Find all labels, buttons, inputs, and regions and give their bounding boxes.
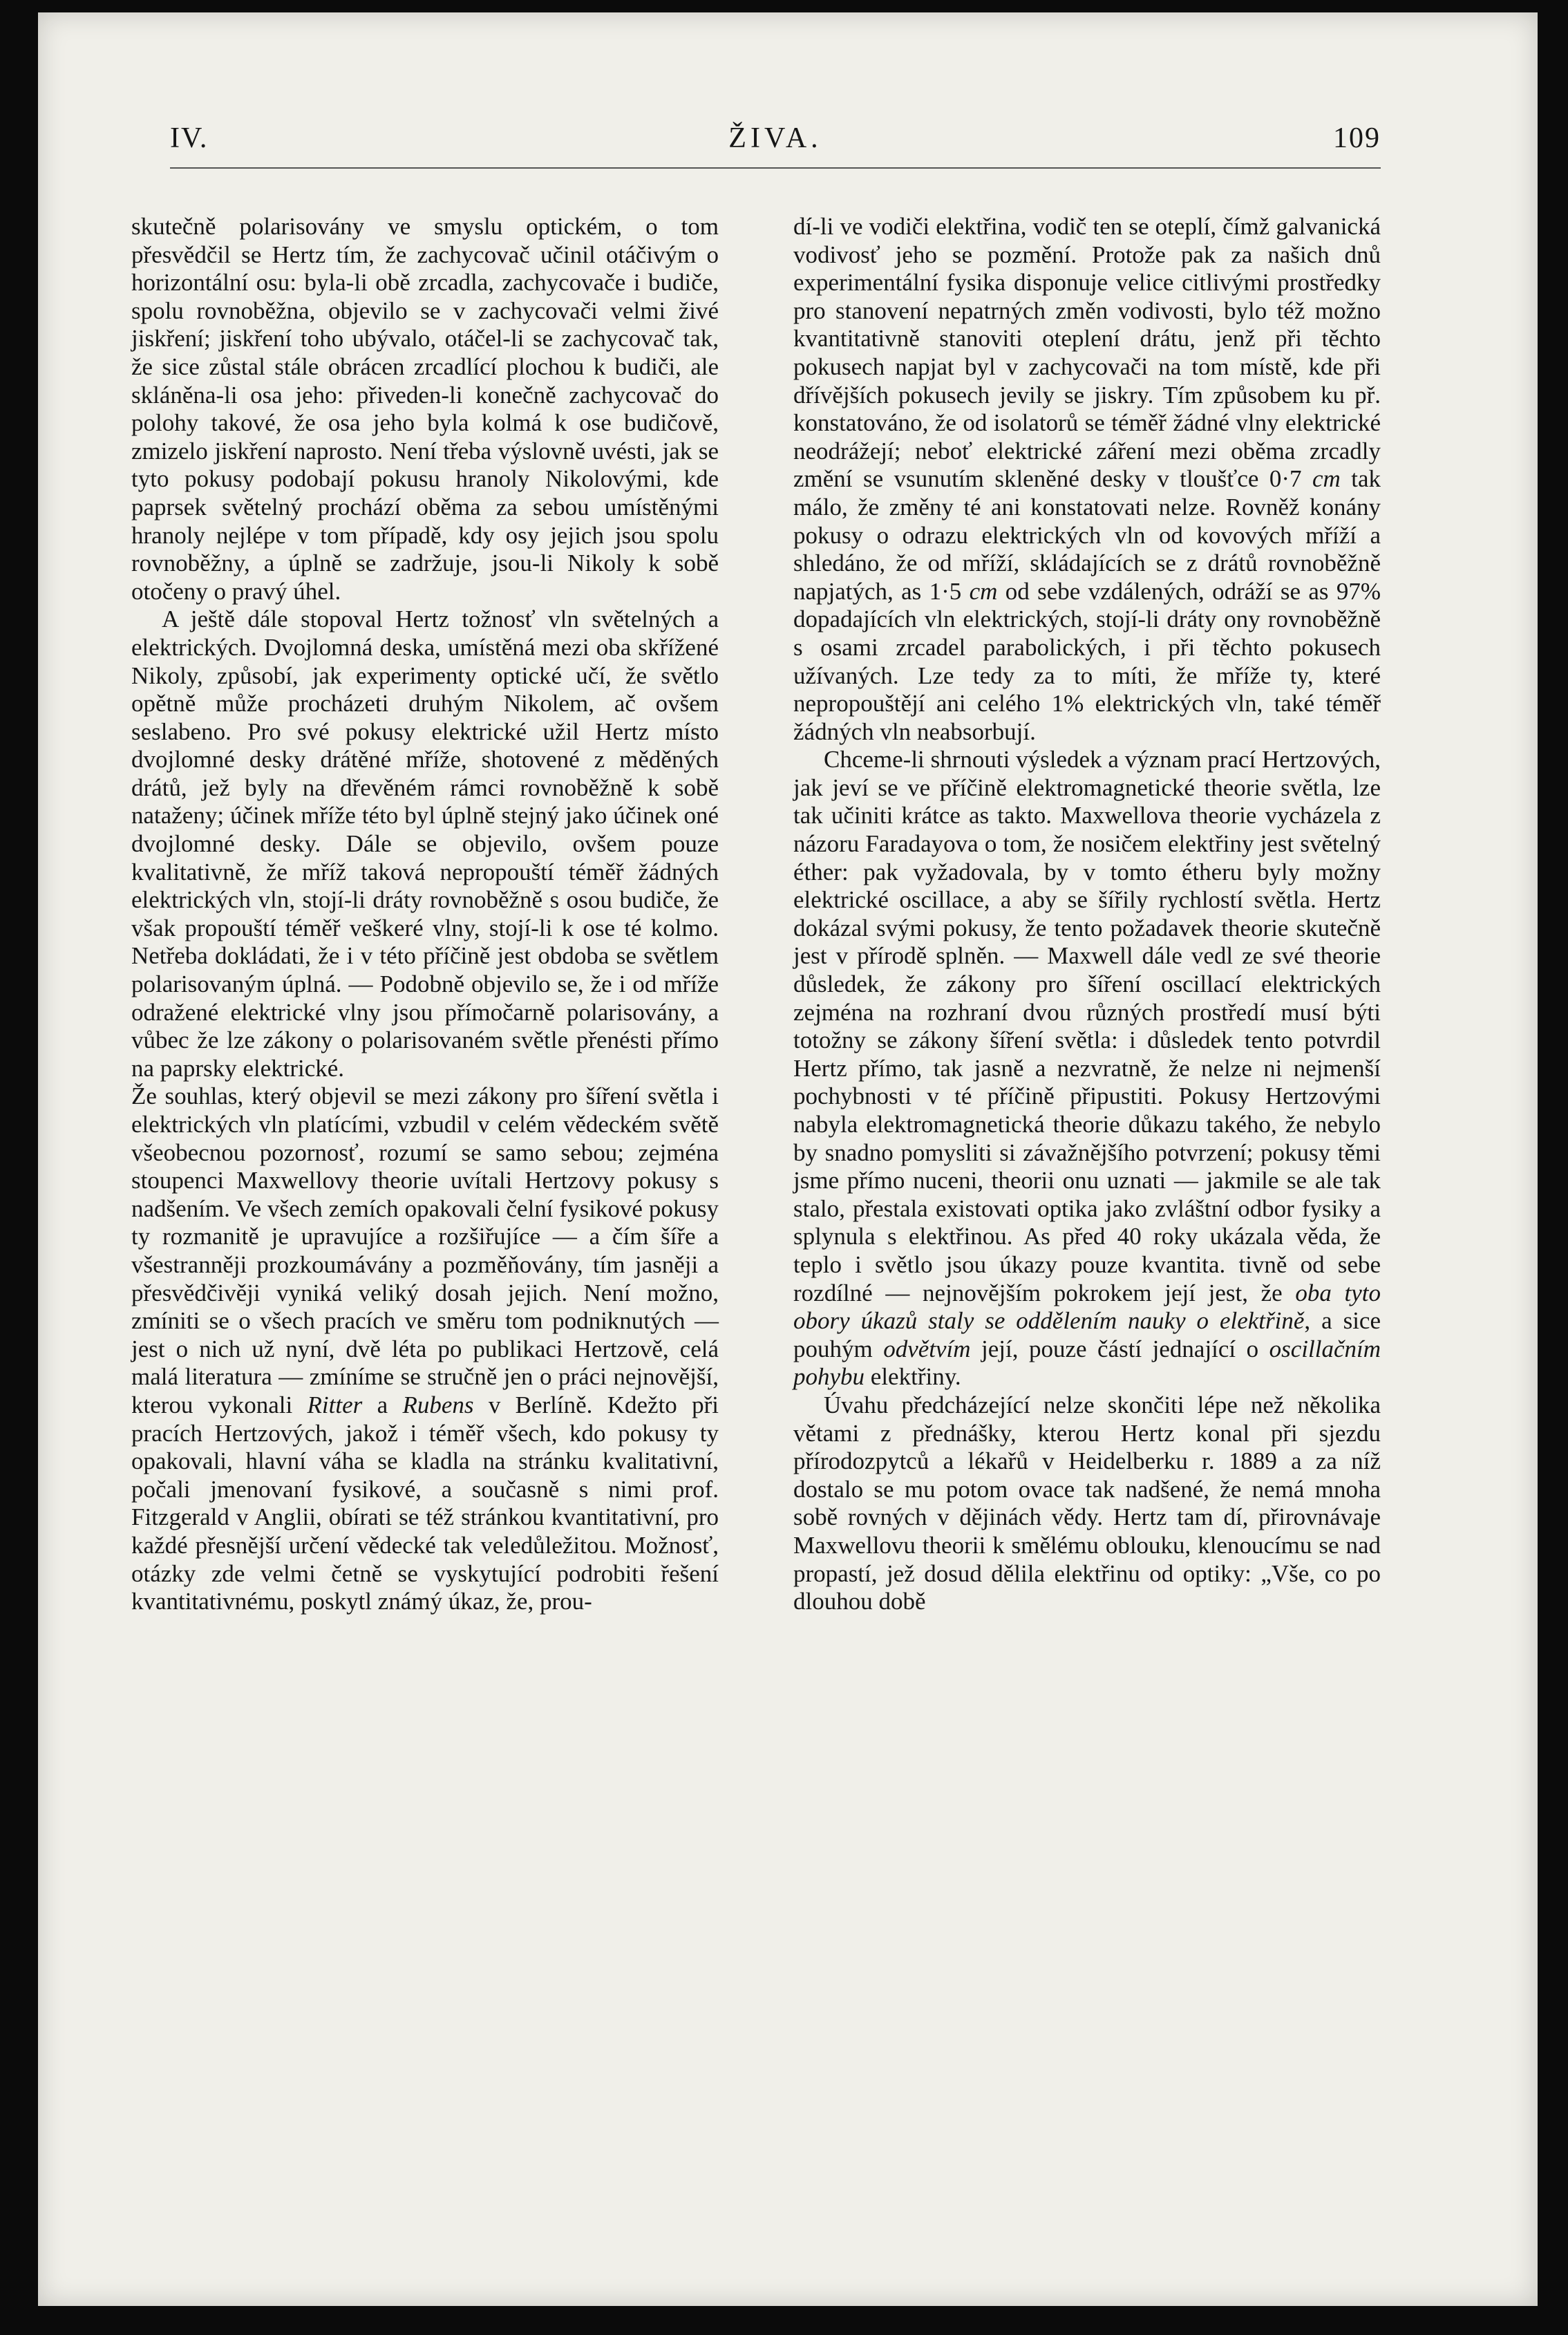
page-number: 109 [1333, 122, 1381, 154]
paragraph: skutečně polarisovány ve smyslu optickém, o tom přesvědčil se Hertz tím, že zachycovač učinil otáčivým o horizontální osu: byla-li obě zrcadla, zachycovače i budiče, spolu rovnoběžna, objevilo se v zachycovači velmi živé jiskření; jiskření toho ubývalo, otáčel-li se zachycovač tak, že sice zůstal stále obrácen zrcadlící plochou k budiči, ale skláněna-li osa jeho: přiveden-li konečně zachycovač do polohy takové, že osa jeho byla kolmá k ose budičově, zmizelo jiskření naprosto. Není třeba výslovně uvésti, jak se tyto pokusy podobají pokusu hranoly Nikolovými, kde paprsek světelný prochází oběma za sebou umístěnými hranoly nejlépe v tom případě, kdy osy jejich jsou spolu rovnoběžny, a úplně se zadržuje, jsou-li Nikoly k sobě otočeny o pravý úhel. [131, 213, 719, 605]
volume-number: IV. [170, 122, 209, 154]
paragraph: A ještě dále stopoval Hertz tožnosť vln světelných a elektrických. Dvojlomná deska, umístěná mezi oba skřížené Nikoly, způsobí, jak experimenty optické učí, že světlo opětně může procházeti druhým Nikolem, ač ovšem seslabeno. Pro své pokusy elektrické užil Hertz místo dvojlomné desky drátěné mříže, shotovené z měděných drátů, jež byly na dřevěném rámci rovnoběžně k sobě nataženy; účinek mříže této byl úplně stejný jako účinek oné dvojlomné desky. Dále se objevilo, ovšem pouze kvalitativně, že mříž taková nepropouští téměř žádných elektrických vln, stojí-li dráty rovnoběžně s osou budiče, že však propouští téměř veškeré vlny, stojí-li k ose té kolmo. Netřeba dokládati, že i v této příčině jest obdoba se světlem polarisovaným úplná. — Podobně objevilo se, že i od mříže odražené elektrické vlny jsou přímočarně polarisovány, a vůbec že lze zákony o polarisovaném světle přenésti přímo na paprsky elektrické. [131, 606, 719, 1082]
emphasis: oba tyto obory úkazů staly se oddělením nauky o elektřině [793, 1279, 1381, 1335]
paragraph-text: Chceme-li shrnouti výsledek a význam prací Hertzových, jak jeví se ve příčině elektromagnetické theorie světla, lze tak učiniti krátce as takto. Maxwellova theorie vycházela z názoru Faradayova o tom, že nosičem elektřiny jest světelný éther: pak vyžadovala, by v tomto étheru byly možny elektrické oscillace, a aby se šířily rychlostí světla. Hertz dokázal svými pokusy, že tento požadavek theorie skutečně jest v přírodě splněn. — Maxwell dále vedl ze své theorie důsledek, že zákony pro šíření oscillací elektrických zejména na rozhraní dvou různých prostředí musí býti totožny se zákony šíření světla: i důsledek tento potvrdil Hertz přímo, tak jasně a nezvratně, že nelze ni nejmenší pochybnosti v té příčině připustiti. Pokusy Hertzovými nabyla elektromagnetická theorie důkazu takého, že nebylo by snadno pomysliti si závažnějšího potvrzení; pokusy těmi jsme přímo nuceni, theorii onu uznati — jakmile se ale tak stalo, přestala existovati optika jako zvláštní odbor fysiky a splynula s elektřinou. As před 40 roky ukázala věda, že teplo i světlo jsou úkazy pouze kvantita. tivně od sebe rozdílné — nejnovějším pokrokem její jest, že [793, 746, 1381, 1306]
paragraph: Úvahu předcházející nelze skončiti lépe než několika větami z přednášky, kterou Hertz konal při sjezdu přírodozpytců a lékařů v Heidelberku r. 1889 a za níž dostalo se mu potom ovace tak nadšené, že nemá mnoha sobě rovných v dějinách vědy. Hertz tam dí, přirovnávaje Maxwellovu theorii k smělému oblouku, klenoucímu se nad propastí, jež dosud dělila elektřinu od optiky: „Vše, co po dlouhou době [793, 1391, 1381, 1615]
paragraph [793, 213, 1381, 746]
author-name: Ritter [307, 1391, 363, 1418]
left-column [131, 213, 719, 1616]
author-name: Rubens [402, 1391, 474, 1418]
header-rule [170, 167, 1381, 169]
paragraph-text: od sebe vzdálených, odráží se as 97% dopadajících vln elektrických, stojí-li dráty ony rovnoběžně s osami zrcadel parabolických, i při těchto pokusech užívaných. Lze tedy za to míti, že mříže ty, které nepropouštějí ani celého 1% elektrických vln, také téměř žádných vln neabsorbují. [793, 577, 1381, 745]
paragraph-text: , a sice pouhým [793, 1307, 1381, 1362]
paragraph-text: v Berlíně. Kdežto při pracích Hertzových, jakož i téměř všech, kdo pokusy ty opakovali, hlavní váha se kladla na stránku kvalitativní, počali jmenovaní fysikové, a současně s nimi prof. Fitzgerald v Anglii, obírati se též stránkou kvantitativní, pro každé přesnější určení vědecké tak veledůležitou. Možnosť, otázky zde velmi četně se vyskytující podrobiti řešení kvantitativnému, poskytl známý úkaz, že, prou- [131, 1391, 719, 1615]
emphasis: oscillačním pohybu [793, 1335, 1381, 1391]
running-header [170, 122, 1381, 163]
paragraph-text: tak málo, že změny té ani konstatovati nelze. Rovněž konány pokusy o odrazu elektrických vln od kovových mříží a shledáno, že od mříží, skládajících se z drátů rovnoběžně napjatých, as 1·5 [793, 465, 1381, 605]
paragraph [131, 1082, 719, 1615]
emphasis: odvětvím [883, 1335, 971, 1362]
paragraph-text: dí-li ve vodiči elektřina, vodič ten se oteplí, čímž galvanická vodivosť jeho se pozmění. Protože pak za našich dnů experimentální fysika disponuje velice citlivými prostředky pro stanovení nepatrných změn vodivosti, bylo též možno kvantitativně stanoviti oteplení drátu, jenž při těchto pokusech napjat byl v zachycovači na tom místě, kde při dřívějších pokusech jevily se jiskry. Tím způsobem ku př. konstatováno, že od isolatorů se téměř žádné vlny elektrické neodrážejí; neboť elektrické záření mezi oběma zrcadly změní se vsunutím skleněné desky v tloušťce 0·7 [793, 213, 1381, 493]
unit: cm [969, 577, 998, 605]
journal-title: ŽIVA. [728, 122, 822, 154]
unit: cm [1312, 465, 1341, 493]
paragraph-text: a [362, 1391, 403, 1418]
paragraph [793, 746, 1381, 1391]
paragraph-text: elektřiny. [865, 1363, 961, 1391]
paragraph-text: její, pouze částí jednající o [970, 1335, 1269, 1362]
right-column [793, 213, 1381, 1616]
paragraph-text: Že souhlas, který objevil se mezi zákony pro šíření světla i elektrických vln platícími, vzbudil v celém vědeckém světě všeobecnou pozornosť, rozumí se samo sebou; zejména stoupenci Maxwellovy theorie uvítali Hertzovy pokusy s nadšením. Ve všech zemích opakovali čelní fysikové pokusy ty rozmanitě je upravujíce a rozšiřujíce — a čím šíře a všestranněji prozkoumávány a pozměňovány, tím jasněji a přesvědčivěji vyniká veliký dosah jejich. Není možno, zmíniti se o všech pracích ve směru tom podniknutých — jest o nich už nyní, dvě léta po publikaci Hertzově, celá malá literatura — zmíníme se stručně jen o práci nejnovější, kterou vykonali [131, 1082, 719, 1418]
